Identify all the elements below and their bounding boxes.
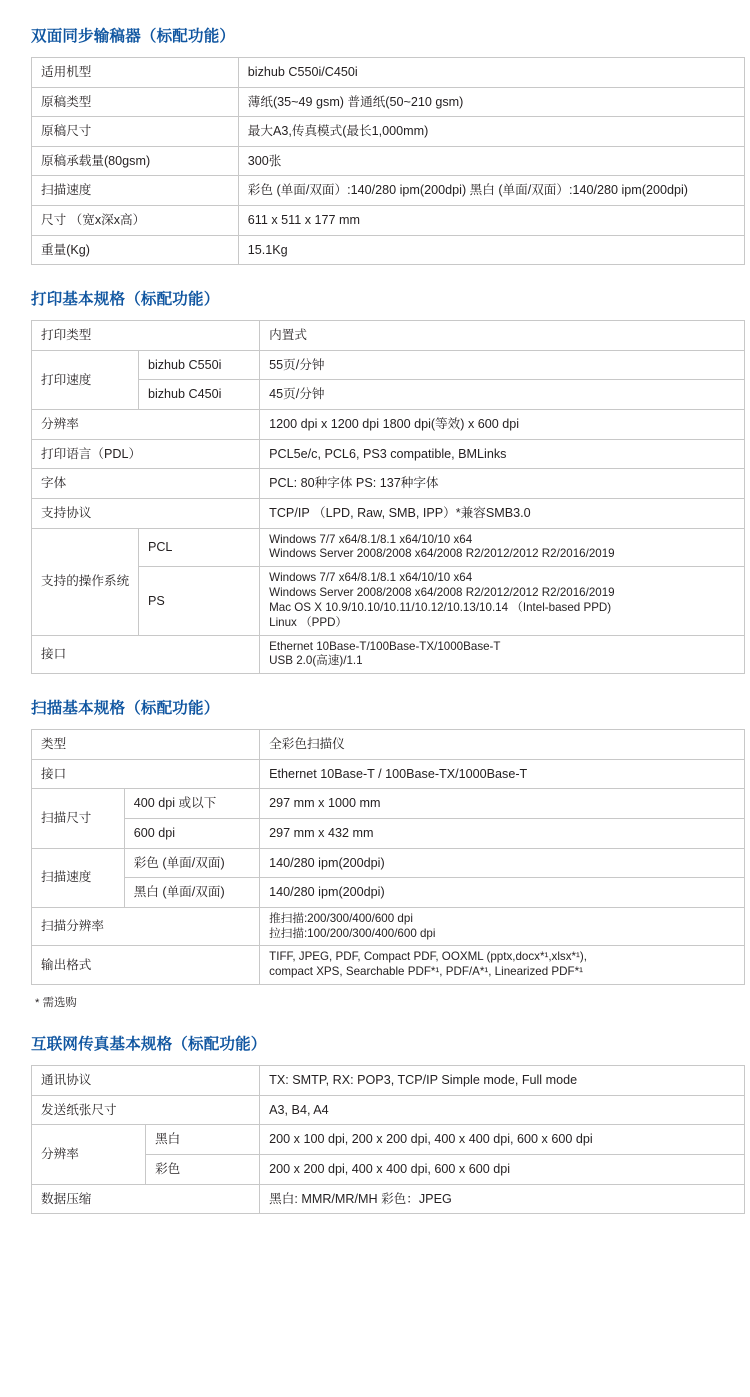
row-sublabel: bizhub C550i: [138, 350, 259, 380]
row-sublabel: PCL: [138, 528, 259, 567]
table-row: [32, 410, 745, 440]
table-row: [32, 878, 745, 908]
row-value: 15.1Kg: [238, 235, 744, 265]
row-value: 140/280 ipm(200dpi): [260, 848, 745, 878]
row-label: 接口: [32, 635, 260, 674]
row-label: 打印语言（PDL）: [32, 439, 260, 469]
table-row: [32, 730, 745, 760]
row-label: 通讯协议: [32, 1066, 260, 1096]
table-row: [32, 1095, 745, 1125]
row-label: 输出格式: [32, 946, 260, 985]
row-value: 297 mm x 432 mm: [260, 818, 745, 848]
row-value: 全彩色扫描仪: [260, 730, 745, 760]
row-value: bizhub C550i/C450i: [238, 58, 744, 88]
row-label: 原稿类型: [32, 87, 239, 117]
row-label: 字体: [32, 469, 260, 499]
table-row: [32, 321, 745, 351]
row-value: 200 x 100 dpi, 200 x 200 dpi, 400 x 400 dpi, 600 x 600 dpi: [260, 1125, 745, 1155]
spec-table: [31, 729, 745, 985]
spec-section: [18, 287, 732, 674]
row-value: A3, B4, A4: [260, 1095, 745, 1125]
table-row: [32, 946, 745, 985]
table-row: [32, 235, 745, 265]
row-value: TIFF, JPEG, PDF, Compact PDF, OOXML (pptx,docx*¹,xlsx*¹), compact XPS, Searchable PDF*¹, PDF/A*¹, Linearized PDF*¹: [260, 946, 745, 985]
row-label: 发送纸张尺寸: [32, 1095, 260, 1125]
section-title: 扫描基本规格（标配功能）: [31, 700, 220, 718]
row-label: 打印类型: [32, 321, 260, 351]
table-row: [32, 1066, 745, 1096]
row-value: 最大A3,传真模式(最长1,000mm): [238, 117, 744, 147]
section-title: 双面同步输稿器（标配功能）: [31, 28, 236, 45]
row-label: 原稿承载量(80gsm): [32, 146, 239, 176]
row-label: 重量(Kg): [32, 235, 239, 265]
table-row: [32, 146, 745, 176]
row-label: 分辨率: [32, 410, 260, 440]
sections-container: [18, 24, 732, 1214]
row-value: PCL: 80种字体 PS: 137种字体: [260, 469, 745, 499]
spec-table: [31, 320, 745, 674]
row-value: 45页/分钟: [260, 380, 745, 410]
row-value: 55页/分钟: [260, 350, 745, 380]
row-value: Ethernet 10Base-T / 100Base-TX/1000Base-T: [260, 759, 745, 789]
section-title: 互联网传真基本规格（标配功能）: [31, 1036, 267, 1054]
spec-section: [18, 696, 732, 1010]
row-label: 分辨率: [32, 1125, 146, 1184]
spec-section: [18, 1032, 732, 1214]
row-sublabel: 彩色: [146, 1154, 260, 1184]
row-value: Windows 7/7 x64/8.1/8.1 x64/10/10 x64 Windows Server 2008/2008 x64/2008 R2/2012/2012 R2/2016/2019 Mac OS X 10.9/10.10/10.11/10.12/10.13/10.14 （Intel-based PPD) Linux （PPD）: [260, 567, 745, 635]
row-value: 297 mm x 1000 mm: [260, 789, 745, 819]
table-row: [32, 759, 745, 789]
table-row: [32, 176, 745, 206]
row-value: 彩色 (单面/双面）:140/280 ipm(200dpi) 黑白 (单面/双面）:140/280 ipm(200dpi): [238, 176, 744, 206]
row-sublabel: 400 dpi 或以下: [124, 789, 259, 819]
row-label: 扫描速度: [32, 176, 239, 206]
row-value: TX: SMTP, RX: POP3, TCP/IP Simple mode, Full mode: [260, 1066, 745, 1096]
row-sublabel: 黑白 (单面/双面): [124, 878, 259, 908]
table-row: [32, 848, 745, 878]
row-label: 扫描速度: [32, 848, 125, 907]
table-row: [32, 1125, 745, 1155]
table-row: [32, 117, 745, 147]
table-row: [32, 58, 745, 88]
section-footnote: * 需选购: [35, 997, 77, 1010]
row-label: 支持协议: [32, 498, 260, 528]
row-value: 611 x 511 x 177 mm: [238, 206, 744, 236]
spec-table: [31, 1065, 745, 1214]
row-label: 尺寸 （宽x深x高）: [32, 206, 239, 236]
table-row: [32, 789, 745, 819]
table-row: [32, 380, 745, 410]
row-value: 1200 dpi x 1200 dpi 1800 dpi(等效) x 600 dpi: [260, 410, 745, 440]
row-label: 扫描尺寸: [32, 789, 125, 848]
row-value: Ethernet 10Base-T/100Base-TX/1000Base-T USB 2.0(高速)/1.1: [260, 635, 745, 674]
table-row: [32, 907, 745, 946]
table-row: [32, 206, 745, 236]
row-value: 内置式: [260, 321, 745, 351]
row-sublabel: 黑白: [146, 1125, 260, 1155]
row-sublabel: 600 dpi: [124, 818, 259, 848]
table-row: [32, 498, 745, 528]
table-row: [32, 818, 745, 848]
row-value: 200 x 200 dpi, 400 x 400 dpi, 600 x 600 dpi: [260, 1154, 745, 1184]
row-sublabel: bizhub C450i: [138, 380, 259, 410]
row-value: PCL5e/c, PCL6, PS3 compatible, BMLinks: [260, 439, 745, 469]
spec-table: [31, 57, 745, 265]
row-label: 数据压缩: [32, 1184, 260, 1214]
row-value: Windows 7/7 x64/8.1/8.1 x64/10/10 x64 Windows Server 2008/2008 x64/2008 R2/2012/2012 R2/2016/2019: [260, 528, 745, 567]
table-row: [32, 469, 745, 499]
row-value: TCP/IP （LPD, Raw, SMB, IPP）*兼容SMB3.0: [260, 498, 745, 528]
row-label: 打印速度: [32, 350, 139, 409]
section-title: 打印基本规格（标配功能）: [31, 291, 220, 309]
table-row: [32, 350, 745, 380]
table-row: [32, 635, 745, 674]
row-label: 扫描分辨率: [32, 907, 260, 946]
row-label: 适用机型: [32, 58, 239, 88]
table-row: [32, 87, 745, 117]
table-row: [32, 439, 745, 469]
table-row: [32, 528, 745, 567]
row-label: 原稿尺寸: [32, 117, 239, 147]
row-sublabel: 彩色 (单面/双面): [124, 848, 259, 878]
row-value: 推扫描:200/300/400/600 dpi 拉扫描:100/200/300/400/600 dpi: [260, 907, 745, 946]
table-row: [32, 1184, 745, 1214]
row-label: 支持的操作系统: [32, 528, 139, 635]
row-sublabel: PS: [138, 567, 259, 635]
table-row: [32, 567, 745, 635]
spec-section: [18, 24, 732, 265]
row-value: 300张: [238, 146, 744, 176]
row-label: 接口: [32, 759, 260, 789]
row-value: 140/280 ipm(200dpi): [260, 878, 745, 908]
row-value: 薄纸(35~49 gsm) 普通纸(50~210 gsm): [238, 87, 744, 117]
row-label: 类型: [32, 730, 260, 760]
row-value: 黑白: MMR/MR/MH 彩色：JPEG: [260, 1184, 745, 1214]
